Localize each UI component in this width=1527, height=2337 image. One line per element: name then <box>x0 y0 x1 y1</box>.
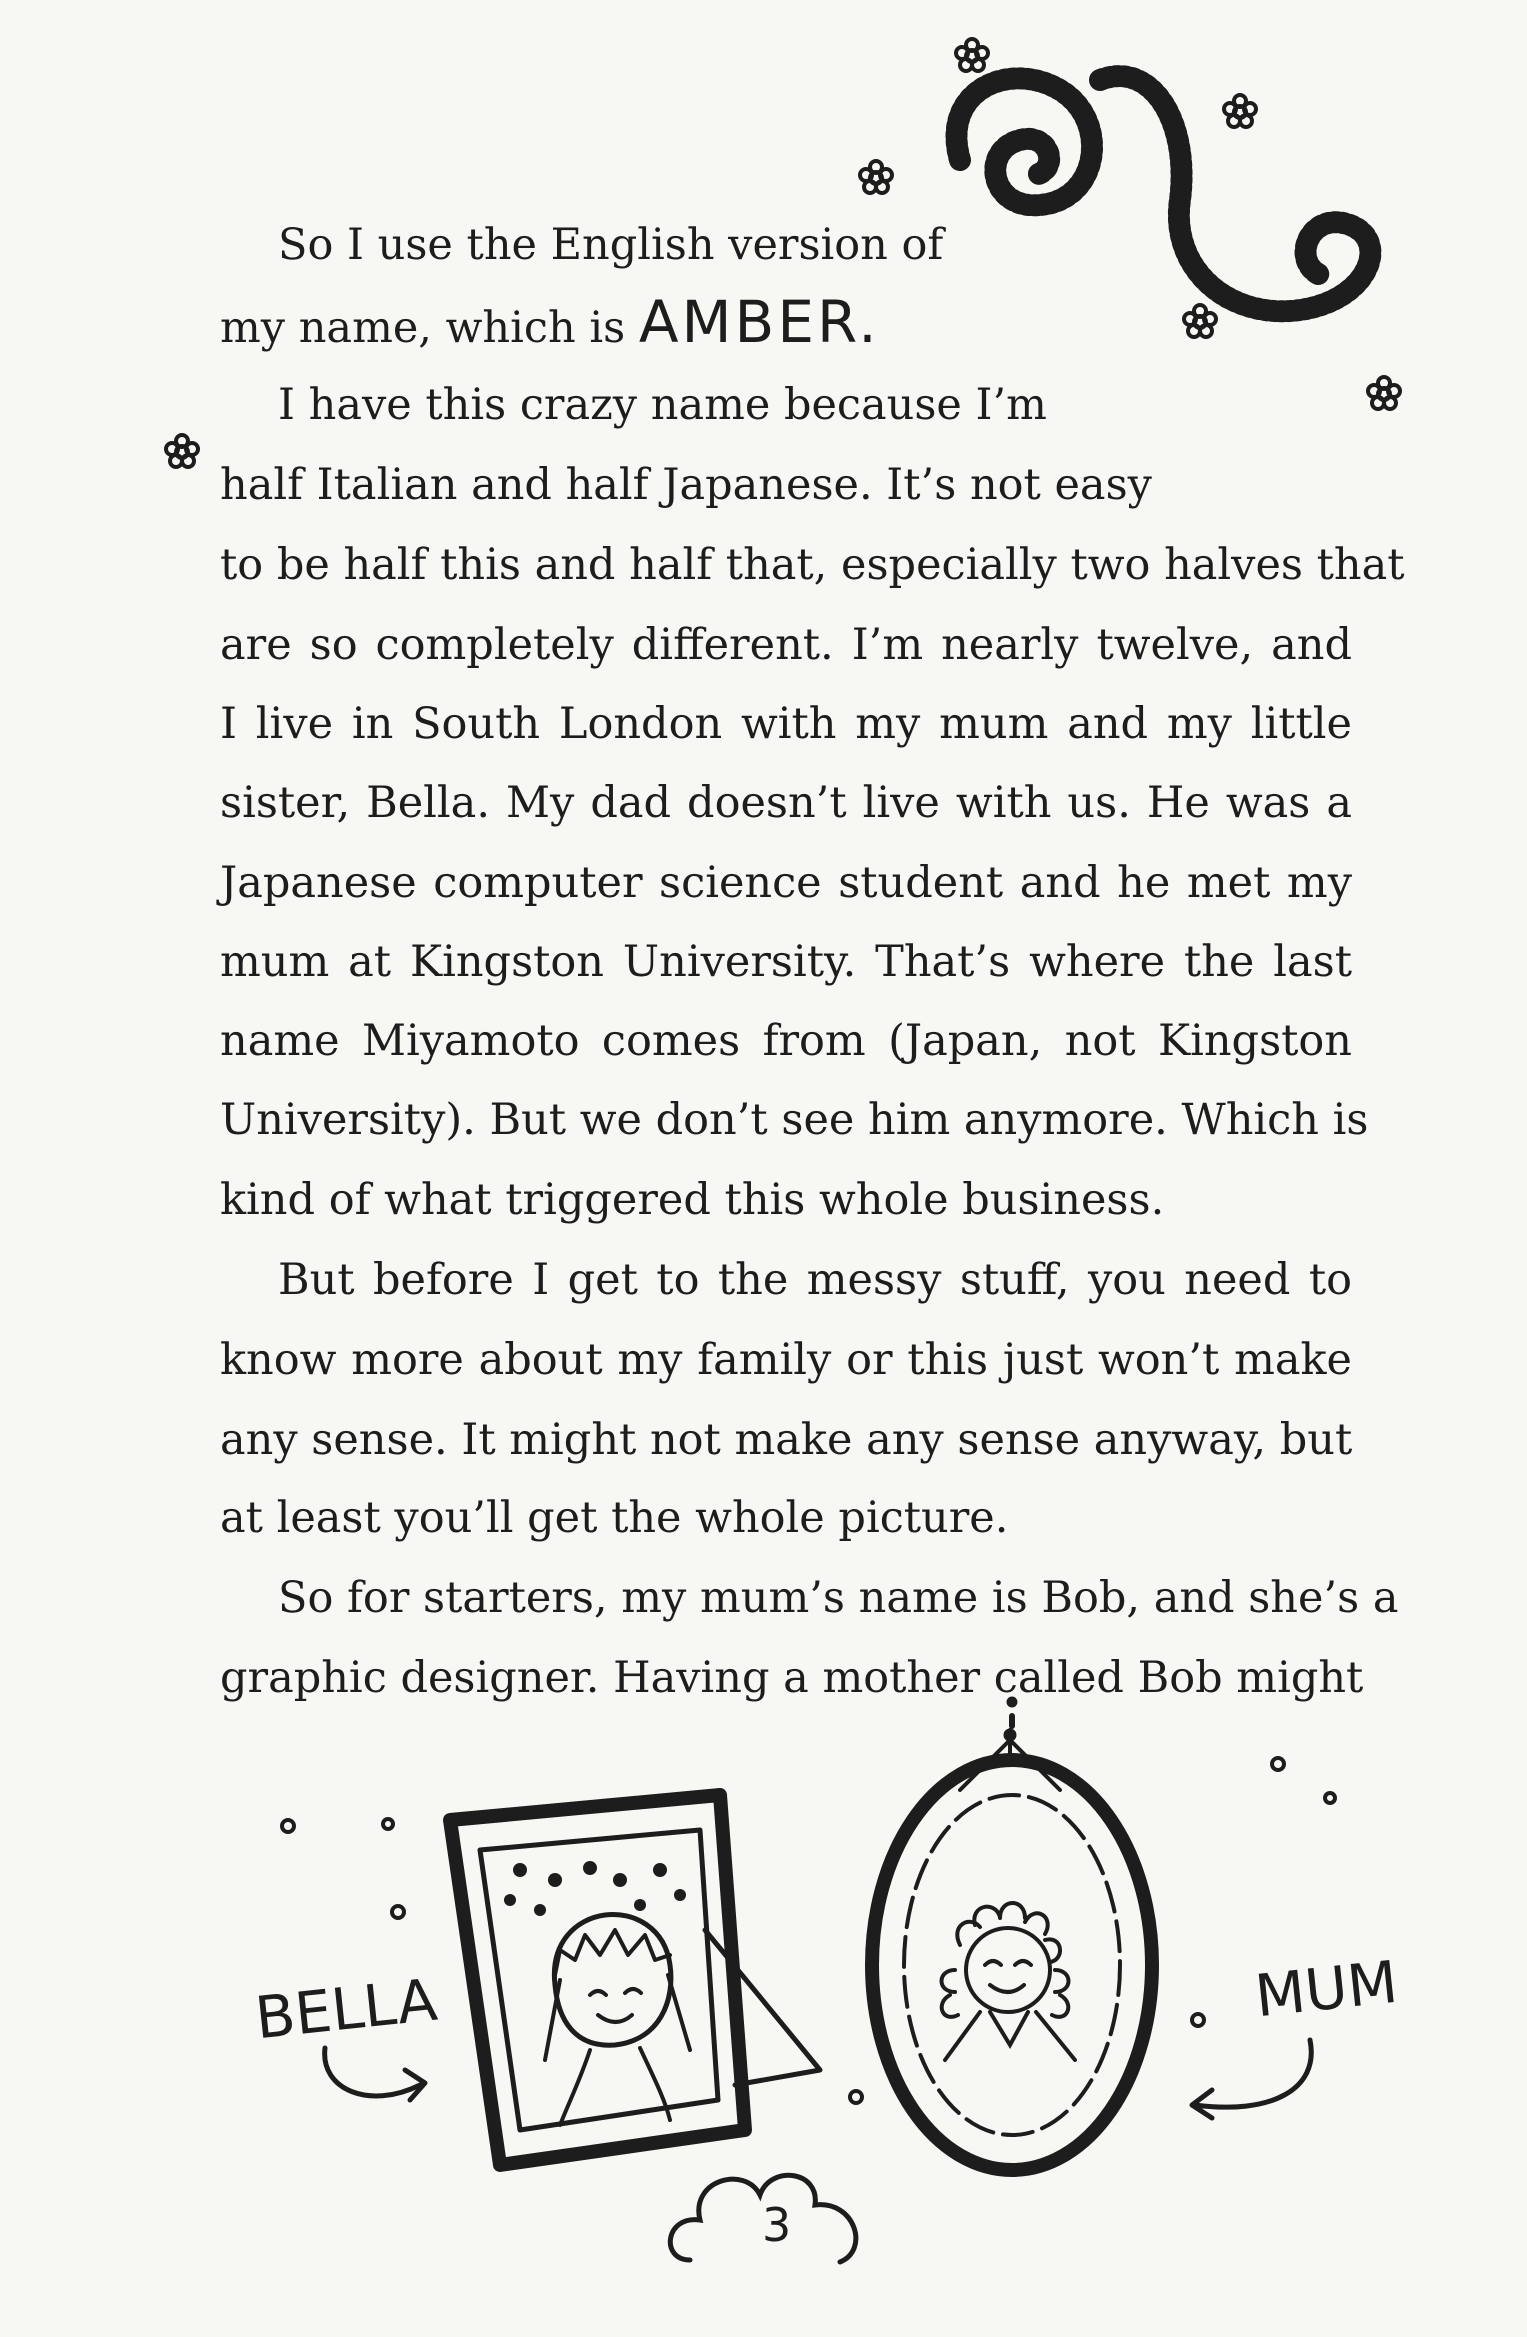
text-line: any sense. It might not make any sense anyway, but <box>220 1415 1353 1465</box>
text-line: half Italian and half Japanese. It’s not easy <box>220 460 1152 510</box>
text-line: kind of what triggered this whole business. <box>220 1175 1165 1225</box>
text-line: know more about my family or this just won’t make <box>220 1335 1352 1385</box>
text-line: University). But we don’t see him anymore. Which is <box>220 1095 1369 1145</box>
text-line: But before I get to the messy stuff, you need to <box>278 1255 1352 1305</box>
swirl-decoration-icon <box>956 76 1370 311</box>
text-line: So for starters, my mum’s name is Bob, and she’s a <box>278 1573 1399 1623</box>
text-line: sister, Bella. My dad doesn’t live with us. He was a <box>220 778 1352 828</box>
bella-label: BELLA <box>251 1965 441 2053</box>
text-line: Japanese computer science student and he met my <box>220 858 1352 908</box>
text-line: to be half this and half that, especially two halves that <box>220 540 1405 590</box>
text-line: at least you’ll get the whole picture. <box>220 1493 1009 1543</box>
handwritten-name: AMBER. <box>638 288 880 356</box>
mum-label: MUM <box>1251 1947 1401 2031</box>
text-line: graphic designer. Having a mother called Bob might <box>220 1653 1364 1703</box>
page-number: 3 <box>762 2198 792 2252</box>
text-line <box>220 288 1352 356</box>
text-line: I live in South London with my mum and my little <box>220 699 1352 749</box>
text-line: So I use the English version of <box>278 220 944 270</box>
bubble-icons <box>282 1758 1335 2103</box>
text-line: are so completely different. I’m nearly twelve, and <box>220 620 1352 670</box>
mum-portrait-frame <box>872 1697 1152 2170</box>
arrow-icons <box>325 2040 1312 2118</box>
text-fragment: my name, which is <box>220 303 639 353</box>
text-line: I have this crazy name because I’m <box>278 380 1047 430</box>
text-line: name Miyamoto comes from (Japan, not Kingston <box>220 1016 1352 1066</box>
bella-portrait-frame <box>450 1795 820 2165</box>
text-line: mum at Kingston University. That’s where the last <box>220 937 1352 987</box>
